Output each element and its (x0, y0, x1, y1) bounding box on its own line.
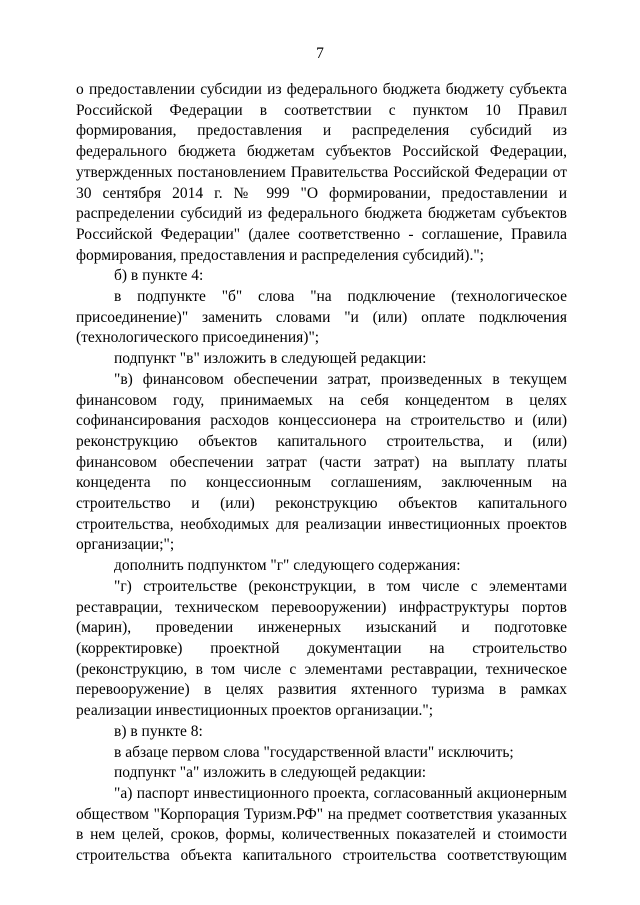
paragraph-subitem-v-intro: подпункт "в" изложить в следующей редакции: (114, 350, 427, 368)
paragraph-item-b: б) в пункте 4: (114, 267, 204, 285)
paragraph-subitem-g-intro: дополнить подпунктом "г" следующего содержания: (114, 557, 461, 575)
paragraph-abzats-first: в абзаце первом слова "государственной власти" исключить; (114, 743, 514, 761)
paragraph-subitem-a-intro: подпункт "а" изложить в следующей редакции: (114, 764, 427, 782)
paragraph-subitem-a-text: "а) паспорт инвестиционного проекта, согласованный акционерным обществом "Корпорация Туризм.РФ" на предмет соответствия указанных в нем целей, сроков, формы, количественных показателей и стоимости строительства объекта капитального строительства соответствующим (76, 784, 567, 865)
document-body (76, 80, 567, 867)
paragraph-subitem-b-amendment: в подпункте "б" слова "на подключение (технологическое присоединение)" заменить словами "и (или) оплате подключения (технологического присоединения)"; (76, 288, 567, 347)
paragraph-subitem-v-text: "в) финансовом обеспечении затрат, произведенных в текущем финансовом году, принимаемых на себя концедентом в целях софинансирования расходов концессионера на строительство и (или) реконструкцию объектов капитального строительства, и (или) финансовом обеспечении затрат (части затрат) на выплату платы концедента по концессионным соглашениям, заключенным на строительство и (или) реконструкцию объектов капитального строительства, необходимых для реализации инвестиционных проектов организации;"; (76, 370, 567, 554)
paragraph-subitem-g-text: "г) строительстве (реконструкции, в том числе с элементами реставрации, техническом перевооружении) инфраструктуры портов (марин), проведении инженерных изысканий и подготовке (корректировке) проектной документации на строительство (реконструкцию, в том числе с элементами реставрации, техническое перевооружение) в целях развития яхтенного туризма в рамках реализации инвестиционных проектов организации."; (76, 577, 567, 720)
paragraph-item-v: в) в пункте 8: (114, 722, 203, 740)
paragraph-continuation: о предоставлении субсидии из федерального бюджета бюджету субъекта Российской Федерации в соответствии с пунктом 10 Правил формирования, предоставления и распределения субсидий из федерального бюджета бюджетам субъектов Российской Федерации, утвержденных постановлением Правительства Российской Федерации от 30 сентября 2014 г. № 999 "О формировании, предоставлении и распределении субсидий из федерального бюджета бюджетам субъектов Российской Федерации" (далее соответственно - соглашение, Правила формирования, предоставления и распределения субсидий)."; (76, 81, 567, 264)
page-number: 7 (316, 45, 324, 62)
